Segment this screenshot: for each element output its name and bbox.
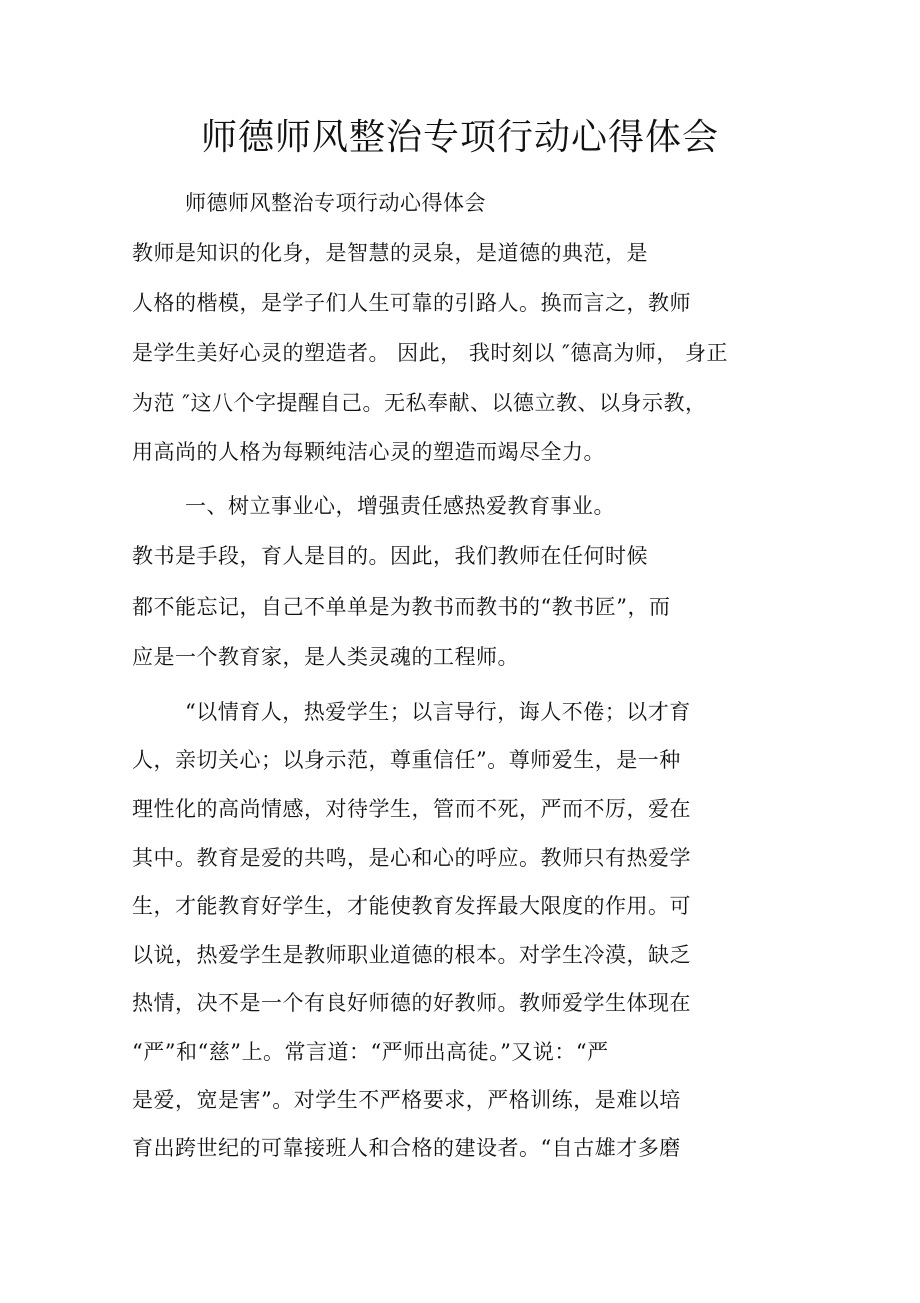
body-line: 应是一个教育家，是人类灵魂的工程师。 — [132, 645, 519, 669]
body-line: 用高尚的人格为每颗纯洁心灵的塑造而竭尽全力。 — [132, 440, 605, 464]
subtitle-line: 师德师风整治专项行动心得体会 — [185, 191, 486, 215]
body-line: 生，才能教育好学生，才能使教育发挥最大限度的作用。可 — [132, 894, 691, 918]
document-title: 师德师风整治专项行动心得体会 — [200, 117, 719, 158]
body-line: 都不能忘记，自己不单单是为教书而教书的“教书匠”，而 — [132, 595, 671, 619]
body-line: 育出跨世纪的可靠接班人和合格的建设者。“自古雄才多磨 — [132, 1136, 681, 1160]
section-heading: 一、树立事业心，增强责任感热爱教育事业。 — [185, 494, 615, 518]
body-line: 是爱，宽是害”。对学生不严格要求，严格训练，是难以培 — [132, 1088, 681, 1112]
body-line: 是学生美好心灵的塑造者。 因此， 我时刻以 ″德高为师， 身正 — [132, 341, 729, 365]
body-line: “严”和“慈”上。常言道：“严师出高徒。”又说：“严 — [132, 1040, 609, 1064]
body-line: 教书是手段，育人是目的。因此，我们教师在任何时候 — [132, 544, 648, 568]
body-line: “以情育人，热爱学生；以言导行，诲人不倦；以才育 — [185, 700, 691, 724]
body-line: 人格的楷模，是学子们人生可靠的引路人。换而言之，教师 — [132, 291, 691, 315]
body-line: 理性化的高尚情感，对待学生，管而不死，严而不厉，爱在 — [132, 797, 691, 821]
body-line: 教师是知识的化身，是智慧的灵泉，是道德的典范，是 — [132, 241, 648, 265]
body-line: 热情，决不是一个有良好师德的好教师。教师爱学生体现在 — [132, 991, 691, 1015]
body-line: 以说，热爱学生是教师职业道德的根本。对学生冷漠，缺乏 — [132, 943, 691, 967]
body-line: 为范 ″这八个字提醒自己。无私奉献、以德立教、以身示教， — [132, 391, 707, 415]
body-line: 其中。教育是爱的共鸣，是心和心的呼应。教师只有热爱学 — [132, 846, 691, 870]
body-line: 人，亲切关心；以身示范，尊重信任”。尊师爱生，是一种 — [132, 748, 681, 772]
